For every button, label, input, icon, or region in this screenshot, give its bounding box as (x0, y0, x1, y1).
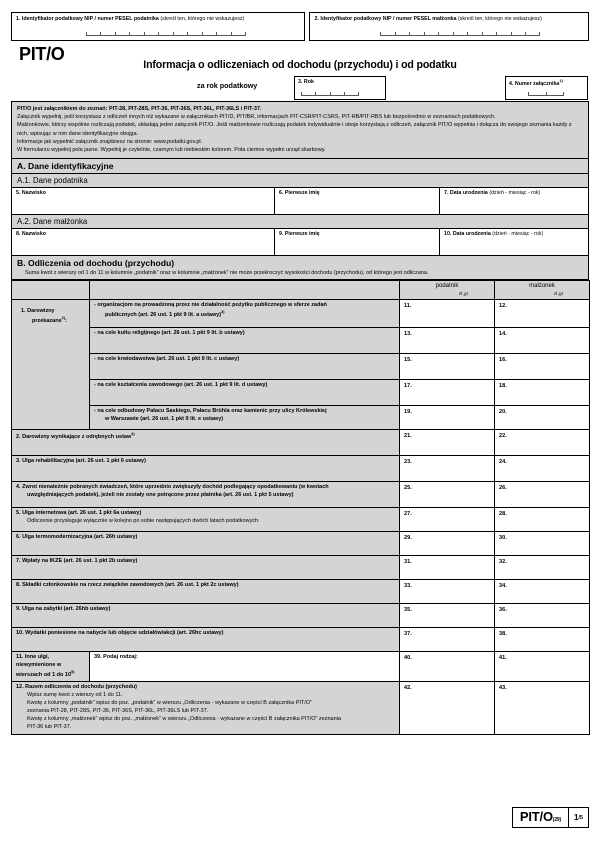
donation-line1-2: - na cele krwiodawstwa (art. 26 ust. 1 pkt 9 lit. c ustawy) (94, 355, 240, 362)
table-row (12, 603, 590, 627)
donation-line1-1: - na cele kultu religijnego (art. 26 ust. 1 pkt 9 lit. b ustawy) (94, 329, 245, 336)
unit-zl-taxpayer: zł, (458, 291, 464, 297)
identifier-strip (11, 12, 589, 41)
row11-footnote-marker: 5) (71, 669, 75, 674)
deduction-text-9 (12, 603, 400, 627)
amount-field-spouse-43[interactable]: 43. (495, 682, 590, 735)
amount-field-spouse-24[interactable]: 24. (495, 455, 590, 481)
amount-field-taxpayer-21[interactable]: 21. (400, 429, 495, 455)
amount-field-spouse-18[interactable]: 18. (495, 379, 590, 405)
attachment-number-text: 4. Numer załącznika (509, 80, 560, 87)
row12-line-2: zeznania PIT-28, PIT-28S, PIT-36, PIT-36S, PIT-36L, PIT-36LS lub PIT-37. (27, 708, 209, 715)
amount-field-taxpayer-35[interactable]: 35. (400, 603, 495, 627)
amount-field-spouse-20[interactable]: 20. (495, 405, 590, 429)
donation-line2-text-0: publicznych (art. 26 ust. 1 pkt 9 lit. a ustawy) (105, 311, 222, 318)
field2-hint: (skreśl ten, którego nie wskazujesz) (457, 15, 542, 22)
donation-line2-4: w Warszawie (art. 26 ust. 1 pkt 9 lit. e ustawy) (105, 415, 224, 422)
nip-pesel-taxpayer-box[interactable] (11, 12, 305, 41)
spouse-identity-row (11, 229, 589, 256)
footer-form-code-text: PIT/O (519, 809, 553, 825)
amount-field-taxpayer-17[interactable]: 17. (400, 379, 495, 405)
deduction-line2-4: uwzględniających podatek), jeżeli nie zostały one potrącone przez płatnika (art. 26 ust. 1 pkt 5 ustawy) (27, 491, 294, 498)
masthead (11, 45, 589, 101)
deductions-table (11, 280, 590, 735)
spouse-birthdate-field[interactable] (440, 229, 589, 256)
footer-page-total: /5 (578, 814, 583, 821)
row11-kind-field[interactable] (90, 651, 400, 682)
amount-field-taxpayer-15[interactable]: 15. (400, 353, 495, 379)
taxpayer-birthdate-hint: (dzień - miesiąc - rok) (489, 190, 541, 197)
row11-label (12, 651, 90, 682)
deduction-line1-4: 4. Zwrot nienależnie pobranych świadczeń, które uprzednio zwiększyły dochód podlegający opodatkowaniu (w kwotach (16, 483, 329, 490)
deduction-line1-3: 3. Ulga rehabilitacyjna (art. 26 ust. 1 pkt 6 ustawy) (16, 457, 146, 464)
donation-text-4 (90, 405, 400, 429)
amount-field-spouse-12[interactable]: 12. (495, 299, 590, 327)
amount-field-taxpayer-29[interactable]: 29. (400, 531, 495, 555)
form-code-heading: PIT/O (19, 44, 65, 64)
deduction-footnote-2: 4) (131, 431, 135, 436)
amount-field-taxpayer-13[interactable]: 13. (400, 327, 495, 353)
unit-zl-spouse: zł, (553, 291, 559, 297)
table-row (12, 507, 590, 531)
amount-field-spouse-22[interactable]: 22. (495, 429, 590, 455)
table-row (12, 627, 590, 651)
footer-page-number (568, 807, 589, 828)
donation-footnote-0: 3) (221, 309, 225, 314)
donation-text-0 (90, 299, 400, 327)
row-label-donations (12, 299, 90, 429)
spouse-birthdate-label (444, 231, 584, 237)
section-a-header: A. Dane identyfikacyjne (11, 159, 589, 175)
spouse-birthdate-hint: (dzień - miesiąc - rok) (492, 230, 544, 237)
deduction-line1-2: 2. Darowizny wynikające z odrębnych ustaw (16, 433, 132, 440)
amount-field-taxpayer-23[interactable]: 23. (400, 455, 495, 481)
nip-pesel-taxpayer-input[interactable] (86, 28, 246, 36)
taxpayer-firstname-field[interactable] (275, 188, 440, 215)
donation-text-1 (90, 327, 400, 353)
amount-field-spouse-30[interactable]: 30. (495, 531, 590, 555)
spouse-firstname-field[interactable] (275, 229, 440, 256)
section-a2-header: A.2. Dane małżonka (11, 215, 589, 229)
nip-pesel-spouse-label (314, 16, 584, 22)
row11-kind-label: 39. Podaj rodzaj: (94, 653, 138, 660)
row1-label-line2-text: przekazane (32, 317, 62, 324)
table-row (12, 299, 590, 327)
table-row (12, 682, 590, 735)
amount-field-spouse-28[interactable]: 28. (495, 507, 590, 531)
taxpayer-identity-row (11, 188, 589, 215)
deduction-line1-6: 6. Ulga termomodernizacyjna (art. 26h ustawy) (16, 533, 138, 540)
amount-field-spouse-16[interactable]: 16. (495, 353, 590, 379)
table-row (12, 353, 590, 379)
table-row (12, 481, 590, 507)
table-row (12, 379, 590, 405)
page-title: Informacja o odliczeniach od dochodu (przychodu) i od podatku (143, 59, 457, 71)
footer-form-code (512, 807, 568, 828)
table-row (12, 531, 590, 555)
amount-field-taxpayer-42[interactable]: 42. (400, 682, 495, 735)
section-b-hint: Suma kwot z wierszy od 1 do 11 w kolumnie „podatnik” oraz w kolumnie „małżonek” nie może przekroczyć wysokości dochodu (przychodu), od którego jest odliczana. (25, 269, 429, 276)
field1-number: 1. (16, 15, 21, 22)
field2-label: Identyfikator podatkowy NIP / numer PESEL małżonka (320, 15, 457, 22)
instruction-line-0: PIT/O jest załącznikiem do zeznań: PIT-28, PIT-28S, PIT-36, PIT-36S, PIT-36L, PIT-36LS i PIT-37. (17, 105, 262, 112)
year-field-box[interactable] (294, 76, 386, 100)
row12-line-1: Kwotę z kolumny „podatnik” wpisz do poz. „podatnik” w wierszu „Odliczenia - wykazane w części B załącznika PIT/O” (27, 700, 312, 707)
amount-field-taxpayer-40[interactable]: 40. (400, 651, 495, 682)
deduction-text-4 (12, 481, 400, 507)
amount-field-spouse-38[interactable]: 38. (495, 627, 590, 651)
deduction-line1-5: 5. Ulga internetowa (art. 26 ust. 1 pkt 6a ustawy) (16, 509, 142, 516)
row1-label-line2: przekazane$^{2)}$: (32, 315, 67, 324)
taxpayer-birthdate-field[interactable] (440, 188, 589, 215)
attachment-number-box[interactable] (505, 76, 588, 100)
attachment-number-input[interactable] (528, 89, 564, 96)
instruction-line-1: Załącznik wypełnij, jeśli korzystasz z odliczeń innych niż wykazane w załącznikach PIT/D, PIT/BR, informacjach PIT-CSR/PIT-CSRS, PIT-RB/PIT-RBS lub bezpośrednio w zeznaniach podatkowych. (17, 113, 496, 120)
row1-footnote-marker: 2) (61, 315, 66, 320)
deductions-column-header-row (12, 280, 590, 299)
nip-pesel-spouse-box[interactable] (309, 12, 589, 41)
unit-gr-spouse: gr (559, 291, 564, 297)
column-header-taxpayer (400, 280, 495, 299)
amount-field-taxpayer-25[interactable]: 25. (400, 481, 495, 507)
taxpayer-surname-label: 5. Nazwisko (16, 190, 47, 197)
amount-field-spouse-41[interactable]: 41. (495, 651, 590, 682)
donation-line1-4: - na cele odbudowy Pałacu Saskiego, Pałacu Brühla oraz kamienic przy ulicy Królewskiej (94, 407, 327, 414)
attachment-number-label (509, 79, 584, 87)
donation-text-3 (90, 379, 400, 405)
deduction-text-3 (12, 455, 400, 481)
attachment-footnote-marker: 1) (559, 79, 563, 83)
row12-line-4: PIT-36 lub PIT-37. (27, 724, 72, 731)
deduction-text-8 (12, 579, 400, 603)
table-row (12, 327, 590, 353)
taxpayer-surname-field[interactable] (11, 188, 275, 215)
donation-line1-3: - na cele kształcenia zawodowego (art. 26 ust. 1 pkt 9 lit. d ustawy) (94, 381, 268, 388)
amount-field-taxpayer-27[interactable]: 27. (400, 507, 495, 531)
instruction-line-2: Małżonkowie, którzy wspólnie rozliczają podatek, składają jeden załącznik PIT/O. Jeśli małżonkowie rozliczają podatek indywidualnie i oboje korzystają z odliczeń, załącznik PIT/O wypełnia i dołącza do swojego zeznania każdy z nich, wpisując w nim dane identyfikacyjne obojga. (17, 122, 572, 137)
row11-label-text: 11. Inne ulgi, niewymienione w wierszach od 1 do 10 (16, 653, 72, 678)
deduction-text-6 (12, 531, 400, 555)
deduction-line2-5: Odliczenie przysługuje wyłącznie w kolejno po sobie następujących dwóch latach podatkowych. (27, 517, 260, 524)
deduction-text-5 (12, 507, 400, 531)
table-row (12, 555, 590, 579)
amount-field-taxpayer-31[interactable]: 31. (400, 555, 495, 579)
instructions-panel (11, 101, 589, 159)
deduction-text-10 (12, 627, 400, 651)
spouse-surname-field[interactable] (11, 229, 275, 256)
donation-text-2 (90, 353, 400, 379)
deduction-line1-10: 10. Wydatki poniesione na nabycie lub objęcie udziałów/akcji (art. 26hc ustawy) (16, 629, 224, 636)
field1-label: Identyfikator podatkowy NIP / numer PESEL podatnika (21, 15, 159, 22)
table-row (12, 455, 590, 481)
section-b-header (11, 256, 589, 280)
column-header-spouse-units (495, 291, 589, 298)
nip-pesel-spouse-input[interactable] (380, 28, 540, 36)
spouse-firstname-label: 9. Pierwsze imię (279, 230, 320, 237)
footer-form-version: (29) (552, 817, 561, 824)
spouse-birthdate-text: 10. Data urodzenia (444, 230, 491, 237)
amount-field-taxpayer-37[interactable]: 37. (400, 627, 495, 651)
row1-label-line1: 1. Darowizny (21, 307, 55, 314)
deduction-line1-8: 8. Składki członkowskie na rzecz związków zawodowych (art. 26 ust. 1 pkt 2c ustawy) (16, 581, 239, 588)
row12-title: 12. Razem odliczenia od dochodu (przychodu) (16, 684, 138, 691)
section-a1-header: A.1. Dane podatnika (11, 174, 589, 188)
field2-number: 2. (314, 15, 319, 22)
year-input[interactable] (301, 89, 359, 96)
instruction-line-3: Informacje jak wypełnić załącznik znajdziesz na stronie: www.podatki.gov.pl. (17, 138, 203, 145)
row12-line-0: Wpisz sumę kwot z wierszy od 1 do 11. (27, 692, 123, 699)
unit-gr-taxpayer: gr (464, 291, 469, 297)
amount-field-spouse-26[interactable]: 26. (495, 481, 590, 507)
amount-field-spouse-14[interactable]: 14. (495, 327, 590, 353)
table-row (12, 429, 590, 455)
nip-pesel-taxpayer-label (16, 16, 300, 22)
table-row (12, 651, 590, 682)
taxpayer-firstname-label: 6. Pierwsze imię (279, 190, 320, 197)
donation-line1-0: - organizacjom na prowadzoną przez nie działalność pożytku publicznego w sferze zadań (94, 301, 327, 308)
spouse-surname-label: 8. Nazwisko (16, 230, 47, 237)
amount-field-taxpayer-19[interactable]: 19. (400, 405, 495, 429)
table-row (12, 405, 590, 429)
column-header-spouse (495, 280, 590, 299)
amount-field-spouse-34[interactable]: 34. (495, 579, 590, 603)
deduction-text-2 (12, 429, 400, 455)
table-row (12, 579, 590, 603)
donation-line2-0 (94, 310, 395, 320)
footer-page-current: 1 (573, 813, 579, 823)
year-field-label: 3. Rok (298, 79, 314, 85)
deduction-line1-9: 9. Ulga na zabytki (art. 26hb ustawy) (16, 605, 111, 612)
tax-year-label: za rok podatkowy (197, 81, 258, 90)
column-header-taxpayer-units (400, 291, 494, 298)
amount-field-taxpayer-11[interactable]: 11. (400, 299, 495, 327)
row12-total-label (12, 682, 400, 735)
amount-field-spouse-36[interactable]: 36. (495, 603, 590, 627)
section-b-title: B. Odliczenia od dochodu (przychodu) (17, 257, 175, 268)
amount-field-taxpayer-33[interactable]: 33. (400, 579, 495, 603)
column-header-taxpayer-label: podatnik (435, 283, 459, 290)
header-spacer-left (12, 280, 90, 299)
row12-line-3: Kwotę z kolumny „małżonek” wpisz do poz. „małżonek” w wierszu „Odliczenia - wykazane w części B załącznika PIT/O” zeznania (27, 716, 341, 723)
instruction-line-4: W formularzu wypełnij pola jasne. Wypełnij je czytelnie, czarnym lub niebieskim kolorem. Pola ciemne wypełni urząd skarbowy. (17, 147, 326, 154)
field1-hint: (skreśl ten, którego nie wskazujesz) (160, 15, 245, 22)
deduction-line1-7: 7. Wpłaty na IKZE (art. 26 ust. 1 pkt 2b ustawy) (16, 557, 138, 564)
page-footer (512, 807, 589, 828)
taxpayer-birthdate-label (444, 190, 584, 196)
deduction-text-7 (12, 555, 400, 579)
amount-field-spouse-32[interactable]: 32. (495, 555, 590, 579)
header-spacer-right (90, 280, 400, 299)
column-header-spouse-label: małżonek (529, 283, 555, 290)
taxpayer-birthdate-text: 7. Data urodzenia (444, 190, 488, 197)
